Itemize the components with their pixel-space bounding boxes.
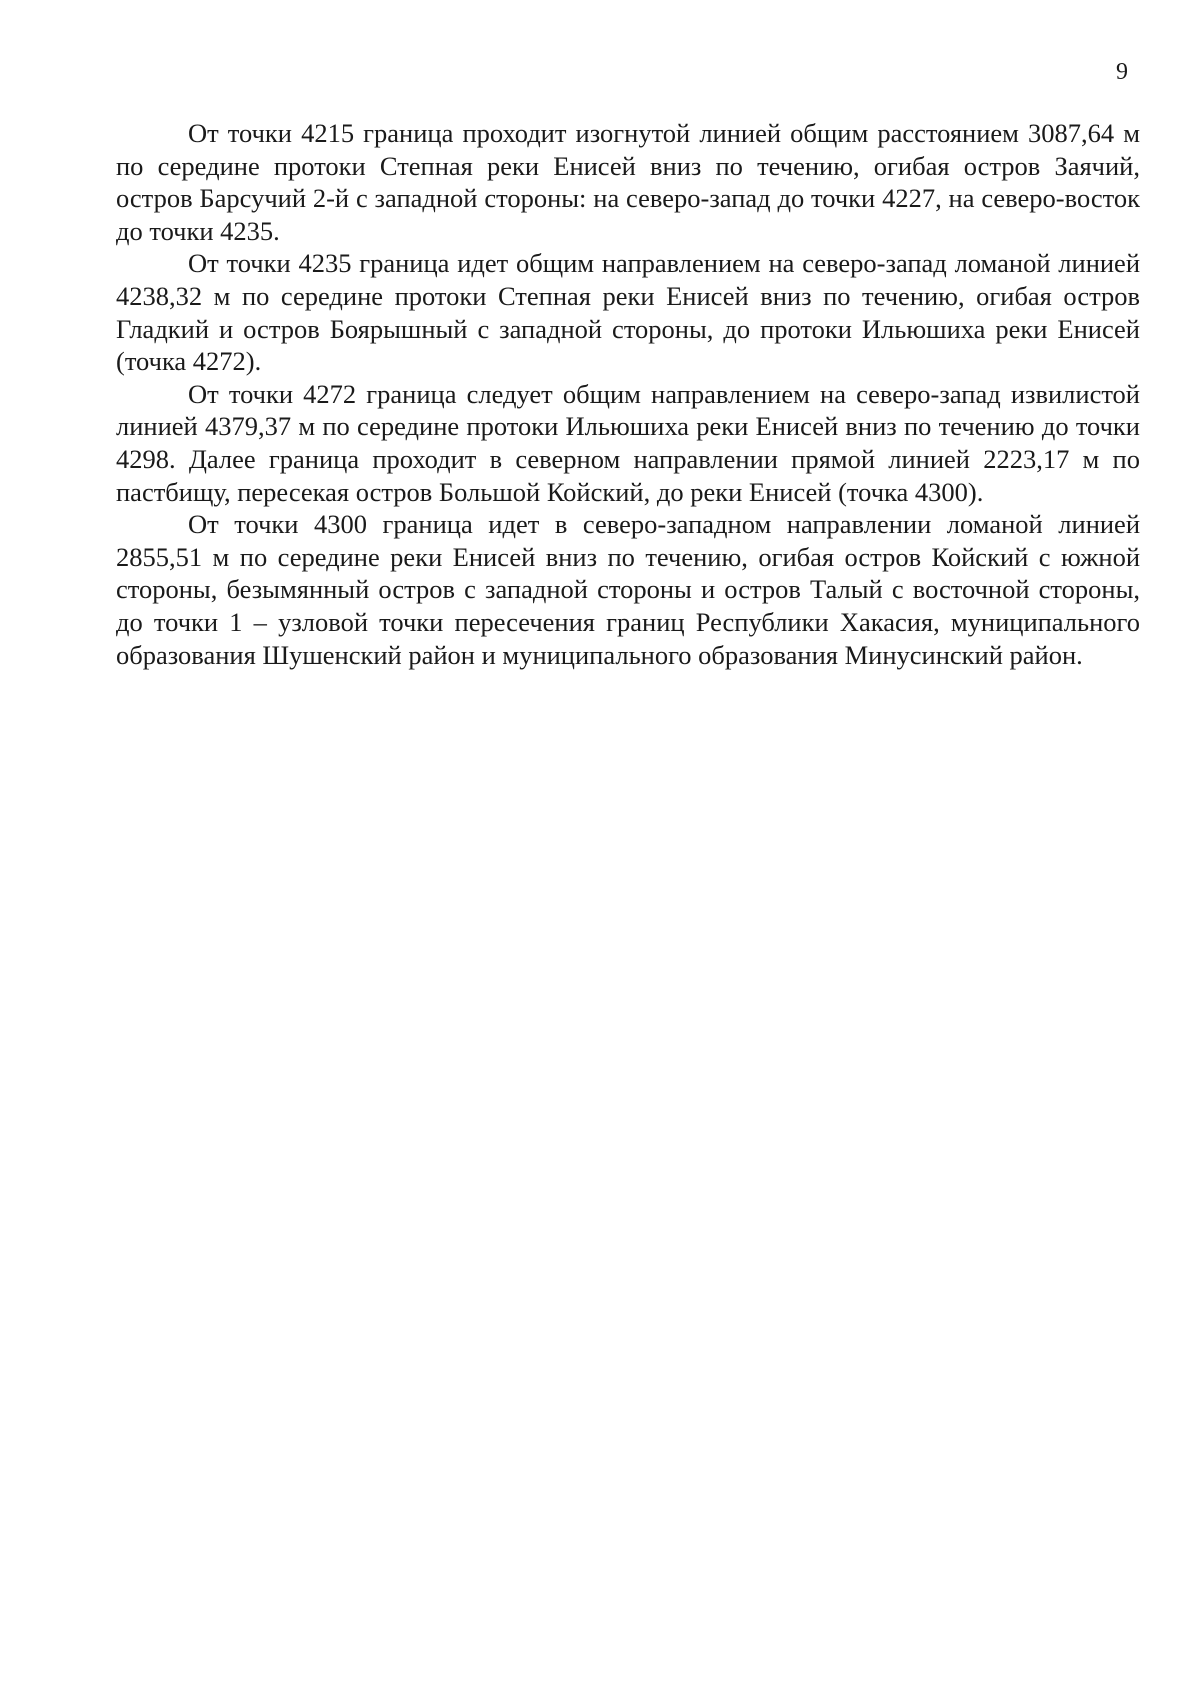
paragraph-2: От точки 4235 граница идет общим направлением на северо-запад ломаной линией 4238,32 м по середине протоки Степная реки Енисей вниз по течению, огибая остров Гладкий и остров Боярышный с западной стороны, до протоки Ильюшиха реки Енисей (точка 4272).: [116, 248, 1140, 377]
paragraph-4: От точки 4300 граница идет в северо-западном направлении ломаной линией 2855,51 м по середине реки Енисей вниз по течению, огибая остров Койский с южной стороны, безымянный остров с западной стороны и остров Талый с восточной стороны, до точки 1 – узловой точки пересечения границ Республики Хакасия, муниципального образования Шушенский район и муниципального образования Минусинский район.: [116, 509, 1140, 670]
document-body: [116, 117, 1140, 671]
paragraph-3: От точки 4272 граница следует общим направлением на северо-запад извилистой линией 4379,37 м по середине протоки Ильюшиха реки Енисей вниз по течению до точки 4298. Далее граница проходит в северном направлении прямой линией 2223,17 м по пастбищу, пересекая остров Большой Койский, до реки Енисей (точка 4300).: [116, 378, 1140, 507]
paragraph-1: От точки 4215 граница проходит изогнутой линией общим расстоянием 3087,64 м по середине протоки Степная реки Енисей вниз по течению, огибая остров Заячий, остров Барсучий 2-й с западной стороны: на северо-запад до точки 4227, на северо-восток до точки 4235.: [116, 118, 1140, 246]
page-number: 9: [1116, 59, 1128, 85]
